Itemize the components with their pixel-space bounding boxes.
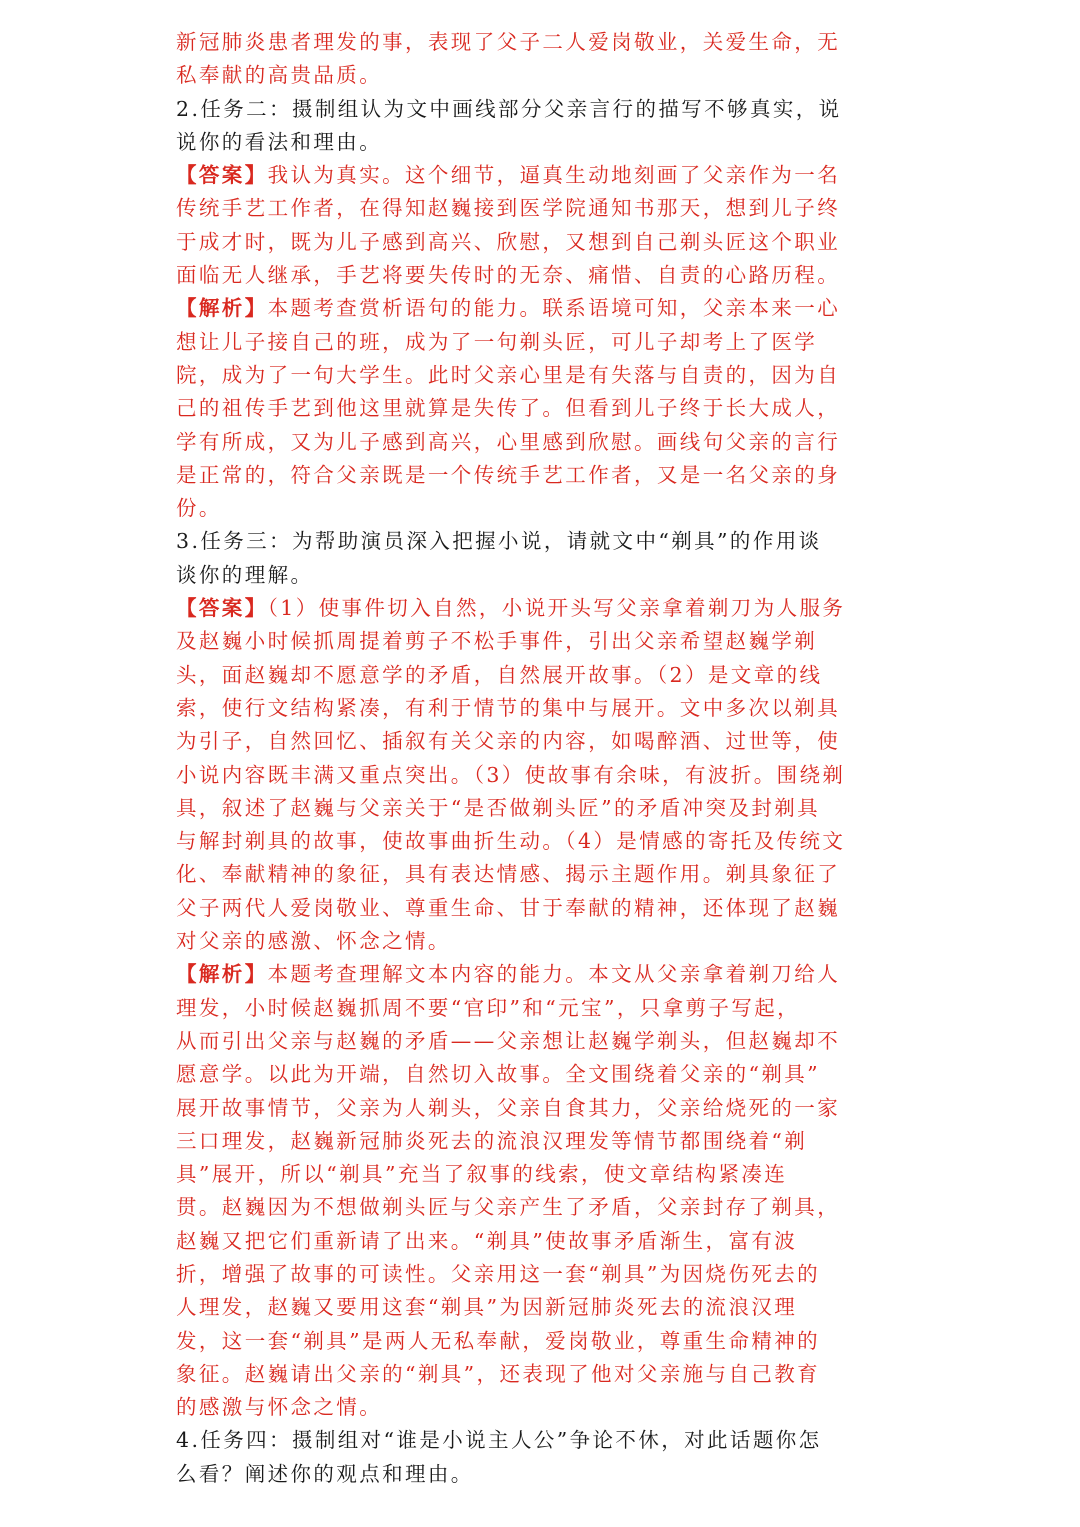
text-line bbox=[176, 26, 896, 59]
text-line bbox=[176, 1458, 896, 1491]
text-line bbox=[176, 1191, 896, 1224]
line-text: 索，使行文结构紧凑，有利于情节的集中与展开。文中多次以剃具 bbox=[176, 695, 841, 720]
line-text: 折，增强了故事的可读性。父亲用这一套“剃具”为因烧伤死去的 bbox=[176, 1261, 821, 1286]
text-line bbox=[176, 1125, 896, 1158]
line-text: 对父亲的感激、怀念之情。 bbox=[176, 929, 451, 954]
text-line bbox=[176, 759, 896, 792]
text-line bbox=[176, 592, 896, 625]
line-text: （1）使事件切入自然，小说开头写父亲拿着剃刀为人服务 bbox=[267, 596, 846, 621]
line-text: 愿意学。以此为开端，自然切入故事。全文围绕着父亲的“剃具” bbox=[176, 1062, 821, 1087]
line-text: 新冠肺炎患者理发的事，表现了父子二人爱岗敬业，关爱生命，无 bbox=[176, 30, 841, 54]
line-text: 象征。赵巍请出父亲的“剃具”，还表现了他对父亲施与自己教育 bbox=[176, 1361, 821, 1386]
line-text: 是正常的，符合父亲既是一个传统手艺工作者，又是一名父亲的身 bbox=[176, 462, 841, 487]
text-line bbox=[176, 1291, 896, 1324]
section-tag: 【答案】 bbox=[176, 596, 268, 621]
text-line bbox=[176, 792, 896, 825]
text-line bbox=[176, 1325, 896, 1358]
text-line bbox=[176, 1358, 896, 1391]
text-line bbox=[176, 892, 896, 925]
text-line bbox=[176, 559, 896, 592]
text-line bbox=[176, 359, 896, 392]
text-line bbox=[176, 192, 896, 225]
text-line bbox=[176, 1225, 896, 1258]
line-text: 与解封剃具的故事，使故事曲折生动。（4）是情感的寄托及传统文 bbox=[176, 829, 846, 854]
document-page bbox=[176, 26, 896, 1491]
section-tag: 【解析】 bbox=[176, 296, 268, 321]
line-text: 学有所成，又为儿子感到高兴，心里感到欣慰。画线句父亲的言行 bbox=[176, 429, 841, 454]
line-text: 己的祖传手艺到他这里就算是失传了。但看到儿子终于长大成人， bbox=[176, 396, 841, 421]
text-line bbox=[176, 1424, 896, 1457]
line-text: 院，成为了一句大学生。此时父亲心里是有失落与自责的，因为自 bbox=[176, 362, 841, 387]
text-line bbox=[176, 59, 896, 92]
text-line bbox=[176, 825, 896, 858]
text-line bbox=[176, 1258, 896, 1291]
line-text: 的感激与怀念之情。 bbox=[176, 1395, 383, 1420]
text-line bbox=[176, 126, 896, 159]
line-text: 于成才时，既为儿子感到高兴、欣慰，又想到自己剃头匠这个职业 bbox=[176, 229, 841, 254]
text-line bbox=[176, 259, 896, 292]
text-line bbox=[176, 459, 896, 492]
section-tag: 【答案】 bbox=[176, 163, 268, 188]
text-line bbox=[176, 492, 896, 525]
line-text: 从而引出父亲与赵巍的矛盾——父亲想让赵巍学剃头，但赵巍却不 bbox=[176, 1028, 841, 1053]
line-text: 具，叙述了赵巍与父亲关于“是否做剃头匠”的矛盾冲突及封剃具 bbox=[176, 795, 821, 820]
line-text: 及赵巍小时候抓周提着剪子不松手事件，引出父亲希望赵巍学剃 bbox=[176, 629, 818, 654]
text-line bbox=[176, 625, 896, 658]
text-line bbox=[176, 1092, 896, 1125]
line-text: 么看？阐述你的观点和理由。 bbox=[176, 1461, 474, 1486]
line-text: 本题考查理解文本内容的能力。本文从父亲拿着剃刀给人 bbox=[267, 962, 841, 987]
line-text: 理发，小时候赵巍抓周不要“官印”和“元宝”，只拿剪子写起， bbox=[176, 995, 801, 1020]
text-line bbox=[176, 93, 896, 126]
text-line bbox=[176, 692, 896, 725]
text-line bbox=[176, 958, 896, 991]
text-line bbox=[176, 326, 896, 359]
text-line bbox=[176, 992, 896, 1025]
text-line bbox=[176, 1058, 896, 1091]
line-text: 贯。赵巍因为不想做剃头匠与父亲产生了矛盾，父亲封存了剃具， bbox=[176, 1195, 841, 1220]
text-line bbox=[176, 292, 896, 325]
line-text: 份。 bbox=[176, 496, 222, 521]
line-text: 小说内容既丰满又重点突出。（3）使故事有余味，有波折。围绕剃 bbox=[176, 762, 846, 787]
text-line bbox=[176, 525, 896, 558]
text-line bbox=[176, 426, 896, 459]
text-line bbox=[176, 159, 896, 192]
text-line bbox=[176, 1158, 896, 1191]
line-text: 具”展开，所以“剃具”充当了叙事的线索，使文章结构紧凑连 bbox=[176, 1162, 788, 1187]
line-text: 谈你的理解。 bbox=[176, 562, 314, 587]
text-line bbox=[176, 725, 896, 758]
text-line bbox=[176, 925, 896, 958]
section-tag: 【解析】 bbox=[176, 962, 268, 987]
text-line bbox=[176, 1025, 896, 1058]
text-line bbox=[176, 858, 896, 891]
line-text: 三口理发，赵巍新冠肺炎死去的流浪汉理发等情节都围绕着“剃 bbox=[176, 1128, 808, 1153]
line-text: 化、奉献精神的象征，具有表达情感、揭示主题作用。剃具象征了 bbox=[176, 862, 841, 887]
text-line bbox=[176, 659, 896, 692]
line-text: 发，这一套“剃具”是两人无私奉献，爱岗敬业，尊重生命精神的 bbox=[176, 1328, 821, 1353]
line-text: 父子两代人爱岗敬业、尊重生命、甘于奉献的精神，还体现了赵巍 bbox=[176, 895, 841, 920]
line-text: 想让儿子接自己的班，成为了一句剃头匠，可儿子却考上了医学 bbox=[176, 329, 818, 354]
line-text: 赵巍又把它们重新请了出来。“剃具”使故事矛盾渐生，富有波 bbox=[176, 1228, 798, 1253]
line-text: 面临无人继承，手艺将要失传时的无奈、痛惜、自责的心路历程。 bbox=[176, 263, 841, 288]
line-text: 我认为真实。这个细节，逼真生动地刻画了父亲作为一名 bbox=[267, 163, 841, 188]
line-text: 本题考查赏析语句的能力。联系语境可知，父亲本来一心 bbox=[267, 296, 841, 321]
line-text: 说你的看法和理由。 bbox=[176, 129, 383, 154]
text-line bbox=[176, 1391, 896, 1424]
line-text: 展开故事情节，父亲为人剃头，父亲自食其力，父亲给烧死的一家 bbox=[176, 1095, 841, 1120]
line-text: 为引子，自然回忆、插叙有关父亲的内容，如喝醉酒、过世等，使 bbox=[176, 729, 841, 754]
line-text: 2.任务二：摄制组认为文中画线部分父亲言行的描写不够真实，说 bbox=[176, 96, 842, 121]
text-line bbox=[176, 392, 896, 425]
line-text: 人理发，赵巍又要用这套“剃具”为因新冠肺炎死去的流浪汉理 bbox=[176, 1295, 798, 1320]
line-text: 3.任务三：为帮助演员深入把握小说，请就文中“剃具”的作用谈 bbox=[176, 529, 822, 554]
line-text: 头，面赵巍却不愿意学的矛盾，自然展开故事。（2）是文章的线 bbox=[176, 662, 823, 687]
line-text: 4.任务四：摄制组对“谁是小说主人公”争论不休，对此话题你怎 bbox=[176, 1428, 822, 1453]
line-text: 私奉献的高贵品质。 bbox=[176, 63, 383, 88]
text-line bbox=[176, 226, 896, 259]
line-text: 传统手艺工作者，在得知赵巍接到医学院通知书那天，想到儿子终 bbox=[176, 196, 841, 221]
